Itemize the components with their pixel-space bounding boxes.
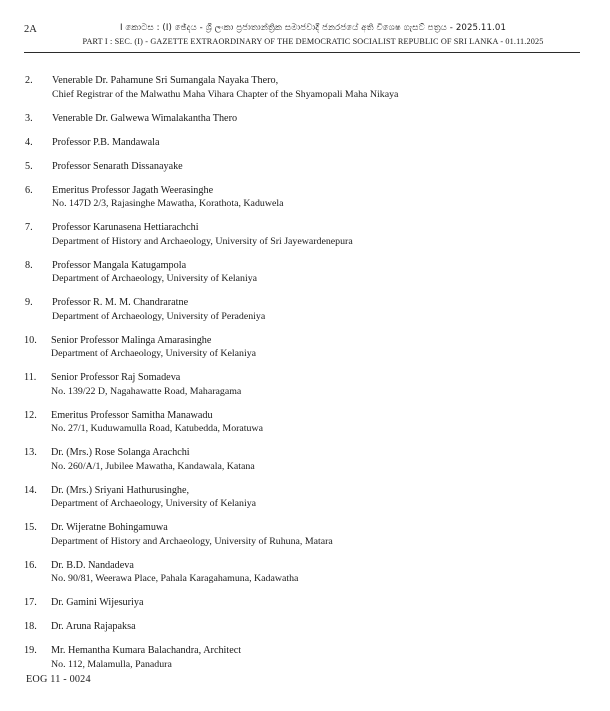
list-item	[24, 112, 580, 126]
list-item-body	[52, 160, 580, 174]
list-item	[24, 521, 580, 548]
list-item	[24, 596, 580, 610]
list-item-body	[51, 371, 580, 398]
list-item	[24, 644, 580, 671]
list-item-name: Dr. Wijeratne Bohingamuwa	[51, 522, 168, 533]
list-item-number: 5.	[25, 160, 33, 172]
list-item-number: 11.	[24, 372, 37, 383]
list-item-body	[52, 296, 580, 323]
header-line-english: PART I : SEC. (I) - GAZETTE EXTRAORDINARY OF THE DEMOCRATIC SOCIALIST REPUBLIC OF SRI LANKA - 01.11.2025	[82, 37, 544, 46]
list-item-number: 4.	[25, 136, 33, 148]
list-item	[24, 160, 580, 174]
list-item-name: Emeritus Professor Jagath Weerasinghe	[52, 184, 214, 196]
header-text-block	[46, 22, 580, 48]
list-item-number: 19.	[24, 645, 37, 656]
list-item-detail: Department of Archaeology, University of Peradeniya	[52, 310, 266, 322]
list-item-detail: No. 112, Malamulla, Panadura	[51, 658, 172, 670]
list-item-body	[52, 74, 580, 101]
list-item-number: 14.	[24, 484, 37, 496]
list-item-detail: No. 90/81, Weerawa Place, Pahala Karagahamuna, Kadawatha	[51, 573, 299, 584]
list-item	[24, 620, 580, 634]
document-code: EOG 11 - 0024	[26, 674, 91, 685]
list-item	[24, 74, 580, 101]
page-header	[24, 22, 580, 62]
list-item-body	[51, 521, 580, 548]
list-item-name: Dr. Aruna Rajapaksa	[51, 621, 136, 632]
list-item-number: 6.	[25, 184, 33, 196]
list-item-detail: No. 139/22 D, Nagahawatte Road, Maharagama	[51, 385, 242, 397]
list-item-number: 18.	[24, 621, 37, 632]
list-item-name: Emeritus Professor Samitha Manawadu	[51, 409, 213, 421]
list-item-body	[51, 644, 580, 671]
list-item-number: 9.	[25, 297, 33, 308]
list-item-detail: Department of Archaeology, University of Kelaniya	[51, 498, 257, 509]
list-item-number: 13.	[24, 447, 37, 458]
list-item-name: Dr. B.D. Nandadeva	[51, 559, 134, 571]
list-item-number: 15.	[24, 522, 37, 533]
list-item-name: Senior Professor Malinga Amarasinghe	[51, 334, 212, 346]
list-item	[24, 184, 580, 211]
list-item	[24, 446, 580, 473]
list-item	[24, 221, 580, 248]
list-item	[24, 409, 580, 436]
list-item	[24, 371, 580, 398]
list-item-number: 3.	[25, 112, 33, 124]
list-item-body	[51, 559, 580, 586]
list-item-body	[51, 334, 580, 361]
list-item-number: 7.	[25, 222, 33, 233]
list-item-detail: No. 147D 2/3, Rajasinghe Mawatha, Korathota, Kaduwela	[52, 198, 284, 209]
list-item-body	[51, 596, 580, 610]
list-item-body	[51, 484, 580, 511]
list-item-name: Dr. Gamini Wijesuriya	[51, 597, 144, 608]
list-item	[24, 296, 580, 323]
list-item-name: Professor P.B. Mandawala	[52, 136, 160, 148]
page-number: 2A	[24, 24, 37, 35]
list-item-body	[51, 409, 580, 436]
list-item-number: 16.	[24, 559, 37, 571]
list-item-detail: No. 260/A/1, Jubilee Mawatha, Kandawala, Katana	[51, 460, 255, 472]
list-item-body	[52, 259, 580, 286]
list-item-detail: Department of Archaeology, University of Kelaniya	[52, 273, 258, 284]
list-item-name: Professor Senarath Dissanayake	[52, 160, 183, 172]
list-item-name: Venerable Dr. Pahamune Sri Sumangala Nayaka Thero,	[52, 75, 279, 86]
list-item-number: 12.	[24, 409, 37, 421]
list-item-number: 2.	[25, 75, 33, 86]
list-item-number: 8.	[25, 259, 33, 271]
list-item-detail: Department of Archaeology, University of Kelaniya	[51, 348, 257, 359]
list-item-detail: Department of History and Archaeology, University of Sri Jayewardenepura	[52, 235, 353, 247]
list-item-body	[52, 221, 580, 248]
list-item-name: Professor Mangala Katugampola	[52, 259, 187, 271]
list-item-name: Dr. (Mrs.) Sriyani Hathurusinghe,	[51, 484, 190, 496]
list-item	[24, 259, 580, 286]
list-item-body	[51, 446, 580, 473]
list-item-number: 17.	[24, 597, 37, 608]
list-item	[24, 136, 580, 150]
list-item-name: Professor R. M. M. Chandraratne	[52, 297, 189, 308]
list-item-detail: Department of History and Archaeology, University of Ruhuna, Matara	[51, 535, 333, 547]
list-item	[24, 334, 580, 361]
list-item-name: Professor Karunasena Hettiarachchi	[52, 222, 199, 233]
header-line-sinhala: I කොටස : (I) ඡේදය - ශ්‍රී ලංකා ප්‍රජාතාන්ත්‍රික සමාජවාදී ජනරජයේ අති විශෙෂ ගැසට් පත්‍රය - 2025.11.01	[119, 23, 507, 33]
list-item-body	[52, 136, 580, 150]
list-item-name: Senior Professor Raj Somadeva	[51, 372, 181, 383]
list-item-body	[52, 112, 580, 126]
header-divider	[24, 52, 580, 53]
list-item-body	[51, 620, 580, 634]
member-list	[24, 74, 580, 682]
list-item-body	[52, 184, 580, 211]
list-item-detail: Chief Registrar of the Malwathu Maha Vihara Chapter of the Shyamopali Maha Nikaya	[52, 88, 399, 100]
list-item-name: Dr. (Mrs.) Rose Solanga Arachchi	[51, 447, 190, 458]
list-item-name: Mr. Hemantha Kumara Balachandra, Architect	[51, 645, 242, 656]
list-item	[24, 559, 580, 586]
list-item-number: 10.	[24, 334, 37, 346]
list-item-name: Venerable Dr. Galwewa Wimalakantha Thero	[52, 112, 238, 124]
list-item	[24, 484, 580, 511]
list-item-detail: No. 27/1, Kuduwamulla Road, Katubedda, Moratuwa	[51, 423, 263, 434]
